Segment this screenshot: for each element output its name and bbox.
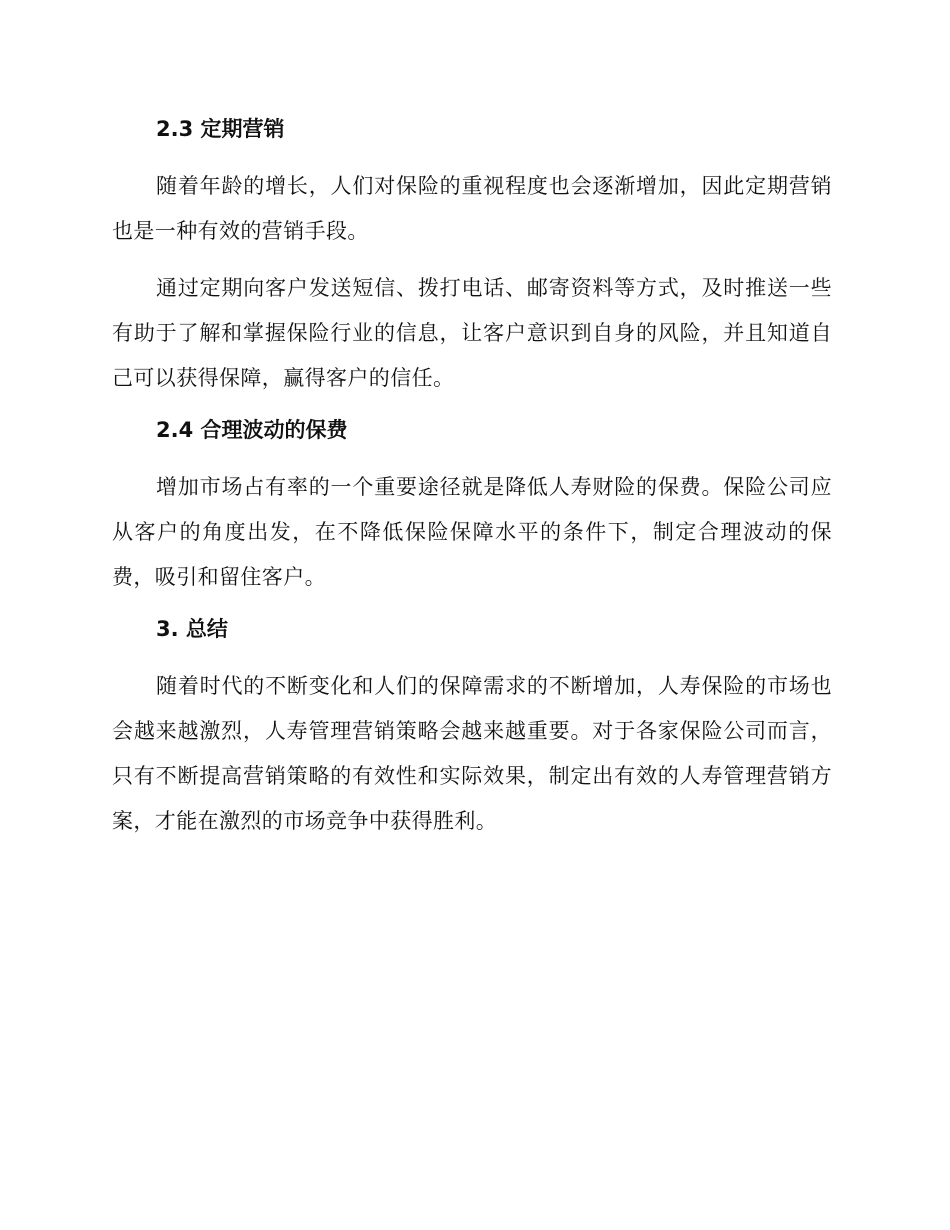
paragraph: 随着时代的不断变化和人们的保障需求的不断增加，人寿保险的市场也会越来越激烈，人寿管理营销策略会越来越重要。对于各家保险公司而言，只有不断提高营销策略的有效性和实际效果，制定出有效的人寿管理营销方案，才能在激烈的市场竞争中获得胜利。	[112, 674, 832, 833]
paragraph: 通过定期向客户发送短信、拨打电话、邮寄资料等方式，及时推送一些有助于了解和掌握保险行业的信息，让客户意识到自身的风险，并且知道自己可以获得保障，赢得客户的信任。	[112, 276, 832, 390]
section-heading-2-4: 2.4 合理波动的保费	[156, 418, 348, 442]
paragraph: 增加市场占有率的一个重要途径就是降低人寿财险的保费。保险公司应从客户的角度出发，在不降低保险保障水平的条件下，制定合理波动的保费，吸引和留住客户。	[112, 475, 832, 589]
document-body	[112, 112, 832, 844]
section-heading-2-3: 2.3 定期营销	[156, 117, 285, 141]
section-heading-3: 3. 总结	[156, 617, 228, 641]
paragraph: 随着年龄的增长，人们对保险的重视程度也会逐渐增加，因此定期营销也是一种有效的营销手段。	[112, 174, 832, 243]
